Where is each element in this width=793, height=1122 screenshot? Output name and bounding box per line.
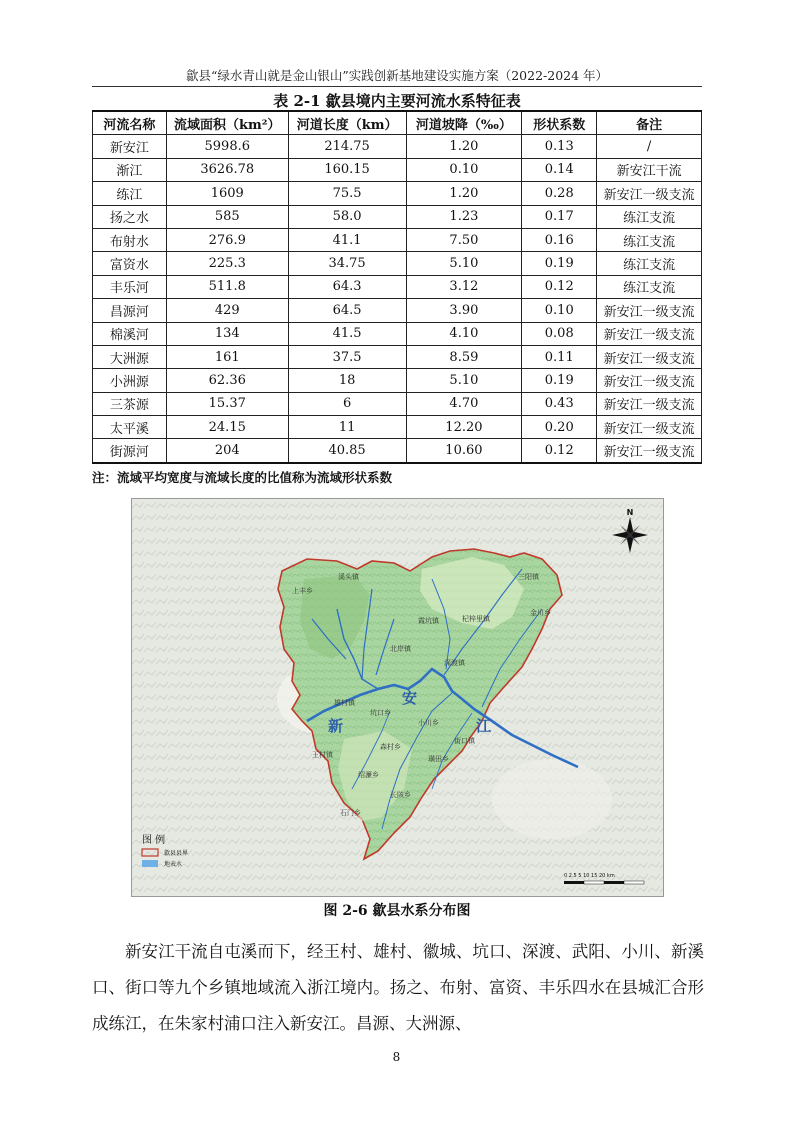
table-row xyxy=(93,369,702,392)
table-cell: 丰乐河 xyxy=(93,275,167,298)
town-label: 王村镇 xyxy=(312,751,333,759)
table-cell: 0.12 xyxy=(522,439,597,463)
table-cell: 40.85 xyxy=(288,439,406,463)
table-cell: 渐江 xyxy=(93,158,167,181)
table-cell: 204 xyxy=(166,439,288,463)
river-map-svg xyxy=(132,499,663,896)
table-cell: 0.08 xyxy=(522,322,597,345)
town-label: 街口镇 xyxy=(454,737,475,745)
table-cell: 小洲源 xyxy=(93,369,167,392)
table-cell: 75.5 xyxy=(288,182,406,205)
river-characteristics-table xyxy=(92,110,702,464)
town-label: 长陔乡 xyxy=(390,791,411,799)
column-header: 形状系数 xyxy=(522,111,597,135)
table-cell: 0.11 xyxy=(522,345,597,368)
table-cell: 3626.78 xyxy=(166,158,288,181)
table-cell: 新安江一级支流 xyxy=(597,345,702,368)
table-cell: 214.75 xyxy=(288,135,406,158)
town-label: 溪头镇 xyxy=(338,573,359,581)
body-paragraph: 新安江干流自屯溪而下，经王村、雄村、徽城、坑口、深渡、武阳、小川、新溪口、街口等九个乡镇地域流入浙江境内。扬之、布射、富资、丰乐四水在县城汇合形成练江，在朱家村浦口注入新安江。昌源、大洲源、 xyxy=(92,942,704,1033)
table-cell: 新安江 xyxy=(93,135,167,158)
table-cell: 0.43 xyxy=(522,392,597,415)
river-label: 安 xyxy=(402,689,418,707)
column-header: 河流名称 xyxy=(93,111,167,135)
table-cell: 练江 xyxy=(93,182,167,205)
table-cell: 三茶源 xyxy=(93,392,167,415)
table-cell: 新安江干流 xyxy=(597,158,702,181)
table-cell: 429 xyxy=(166,299,288,322)
table-cell: 3.90 xyxy=(406,299,522,322)
table-row xyxy=(93,252,702,275)
table-cell: 0.19 xyxy=(522,252,597,275)
table-cell: 街源河 xyxy=(93,439,167,463)
river-map xyxy=(131,498,664,897)
town-label: 绍濂乡 xyxy=(358,771,379,779)
table-row xyxy=(93,439,702,463)
table-row xyxy=(93,416,702,439)
table-cell: 1.20 xyxy=(406,182,522,205)
town-label: 雄村镇 xyxy=(334,699,355,707)
table-row xyxy=(93,392,702,415)
table-cell: 4.70 xyxy=(406,392,522,415)
table-cell: 58.0 xyxy=(288,205,406,228)
table-header-row xyxy=(93,111,702,135)
table-cell: 新安江一级支流 xyxy=(597,416,702,439)
town-label: 石门乡 xyxy=(340,809,361,817)
table-cell: 扬之水 xyxy=(93,205,167,228)
table-cell: 5998.6 xyxy=(166,135,288,158)
table-cell: 1.23 xyxy=(406,205,522,228)
table-cell: 585 xyxy=(166,205,288,228)
table-cell: 225.3 xyxy=(166,252,288,275)
table-cell: 0.16 xyxy=(522,228,597,251)
table-cell: 练江支流 xyxy=(597,205,702,228)
table-cell: 4.10 xyxy=(406,322,522,345)
table-cell: 3.12 xyxy=(406,275,522,298)
table-cell: 511.8 xyxy=(166,275,288,298)
table-cell: 8.59 xyxy=(406,345,522,368)
table-cell: 34.75 xyxy=(288,252,406,275)
table-cell: 0.28 xyxy=(522,182,597,205)
table-cell: 37.5 xyxy=(288,345,406,368)
table-cell: 太平溪 xyxy=(93,416,167,439)
table-cell: 新安江一级支流 xyxy=(597,299,702,322)
scale-label: 0 2.5 5 10 15 20 km xyxy=(564,873,615,879)
table-cell: 161 xyxy=(166,345,288,368)
table-row xyxy=(93,322,702,345)
table-cell: 7.50 xyxy=(406,228,522,251)
table-row xyxy=(93,228,702,251)
table-cell: 5.10 xyxy=(406,252,522,275)
legend-title: 图 例 xyxy=(142,835,166,846)
table-cell: 富资水 xyxy=(93,252,167,275)
table-row xyxy=(93,135,702,158)
table-cell: 0.13 xyxy=(522,135,597,158)
table-cell: 大洲源 xyxy=(93,345,167,368)
table-cell: / xyxy=(597,135,702,158)
table-cell: 新安江一级支流 xyxy=(597,369,702,392)
town-label: 三阳镇 xyxy=(518,573,539,581)
table-cell: 0.12 xyxy=(522,275,597,298)
table-cell: 134 xyxy=(166,322,288,345)
table-cell: 新安江一级支流 xyxy=(597,439,702,463)
table-cell: 0.19 xyxy=(522,369,597,392)
town-label: 金川乡 xyxy=(530,609,551,617)
scale-bar xyxy=(564,881,644,884)
table-row xyxy=(93,299,702,322)
table-cell: 昌源河 xyxy=(93,299,167,322)
north-label: N xyxy=(626,508,634,517)
table-row xyxy=(93,345,702,368)
town-label: 北岸镇 xyxy=(390,645,411,653)
table-row xyxy=(93,182,702,205)
table-cell: 41.5 xyxy=(288,322,406,345)
table-cell: 160.15 xyxy=(288,158,406,181)
table-cell: 练江支流 xyxy=(597,252,702,275)
table-cell: 12.20 xyxy=(406,416,522,439)
table-cell: 276.9 xyxy=(166,228,288,251)
river-label: 江 xyxy=(476,717,492,735)
table-cell: 练江支流 xyxy=(597,228,702,251)
table-row xyxy=(93,158,702,181)
town-label: 小川乡 xyxy=(418,719,439,727)
table-cell: 新安江一级支流 xyxy=(597,322,702,345)
river-label: 新 xyxy=(328,717,344,735)
table-cell: 0.10 xyxy=(406,158,522,181)
town-label: 杞梓里镇 xyxy=(462,615,490,623)
column-header: 河道长度（km） xyxy=(288,111,406,135)
lowland-area xyxy=(492,759,612,839)
table-cell: 新安江一级支流 xyxy=(597,182,702,205)
town-label: 坑口乡 xyxy=(370,709,391,717)
table-cell: 10.60 xyxy=(406,439,522,463)
table-cell: 0.10 xyxy=(522,299,597,322)
table-cell: 6 xyxy=(288,392,406,415)
legend-water-label: 地表水 xyxy=(164,861,183,868)
header-rule xyxy=(92,86,702,87)
table-cell: 11 xyxy=(288,416,406,439)
legend-boundary-label: 歙县县界 xyxy=(164,850,189,857)
table-note: 注：流域平均宽度与流域长度的比值称为流域形状系数 xyxy=(92,470,393,485)
table-cell: 24.15 xyxy=(166,416,288,439)
table-cell: 18 xyxy=(288,369,406,392)
table-cell: 练江支流 xyxy=(597,275,702,298)
table-cell: 64.5 xyxy=(288,299,406,322)
running-header: 歙县“绿水青山就是金山银山”实践创新基地建设实施方案（2022-2024 年） xyxy=(185,68,609,83)
column-header: 流域面积（km²） xyxy=(166,111,288,135)
table-cell: 5.10 xyxy=(406,369,522,392)
town-label: 上丰乡 xyxy=(292,587,313,595)
table-title: 表 2-1 歙县境内主要河流水系特征表 xyxy=(273,92,521,110)
table-cell: 1.20 xyxy=(406,135,522,158)
page-number: 8 xyxy=(392,1050,401,1064)
table-cell: 15.37 xyxy=(166,392,288,415)
column-header: 河道坡降（‰） xyxy=(406,111,522,135)
table-cell: 0.20 xyxy=(522,416,597,439)
legend-water-swatch xyxy=(142,860,158,867)
table-cell: 0.14 xyxy=(522,158,597,181)
table-cell: 新安江一级支流 xyxy=(597,392,702,415)
table-cell: 41.1 xyxy=(288,228,406,251)
column-header: 备注 xyxy=(597,111,702,135)
town-label: 森村乡 xyxy=(380,743,401,751)
table-cell: 棉溪河 xyxy=(93,322,167,345)
town-label: 璜田乡 xyxy=(428,755,449,763)
table-row xyxy=(93,275,702,298)
table-cell: 64.3 xyxy=(288,275,406,298)
table-cell: 布射水 xyxy=(93,228,167,251)
table-cell: 1609 xyxy=(166,182,288,205)
table-row xyxy=(93,205,702,228)
town-label: 深渡镇 xyxy=(444,659,465,667)
table-cell: 62.36 xyxy=(166,369,288,392)
table-cell: 0.17 xyxy=(522,205,597,228)
town-label: 霞坑镇 xyxy=(418,617,439,625)
figure-caption: 图 2-6 歙县水系分布图 xyxy=(323,903,471,919)
